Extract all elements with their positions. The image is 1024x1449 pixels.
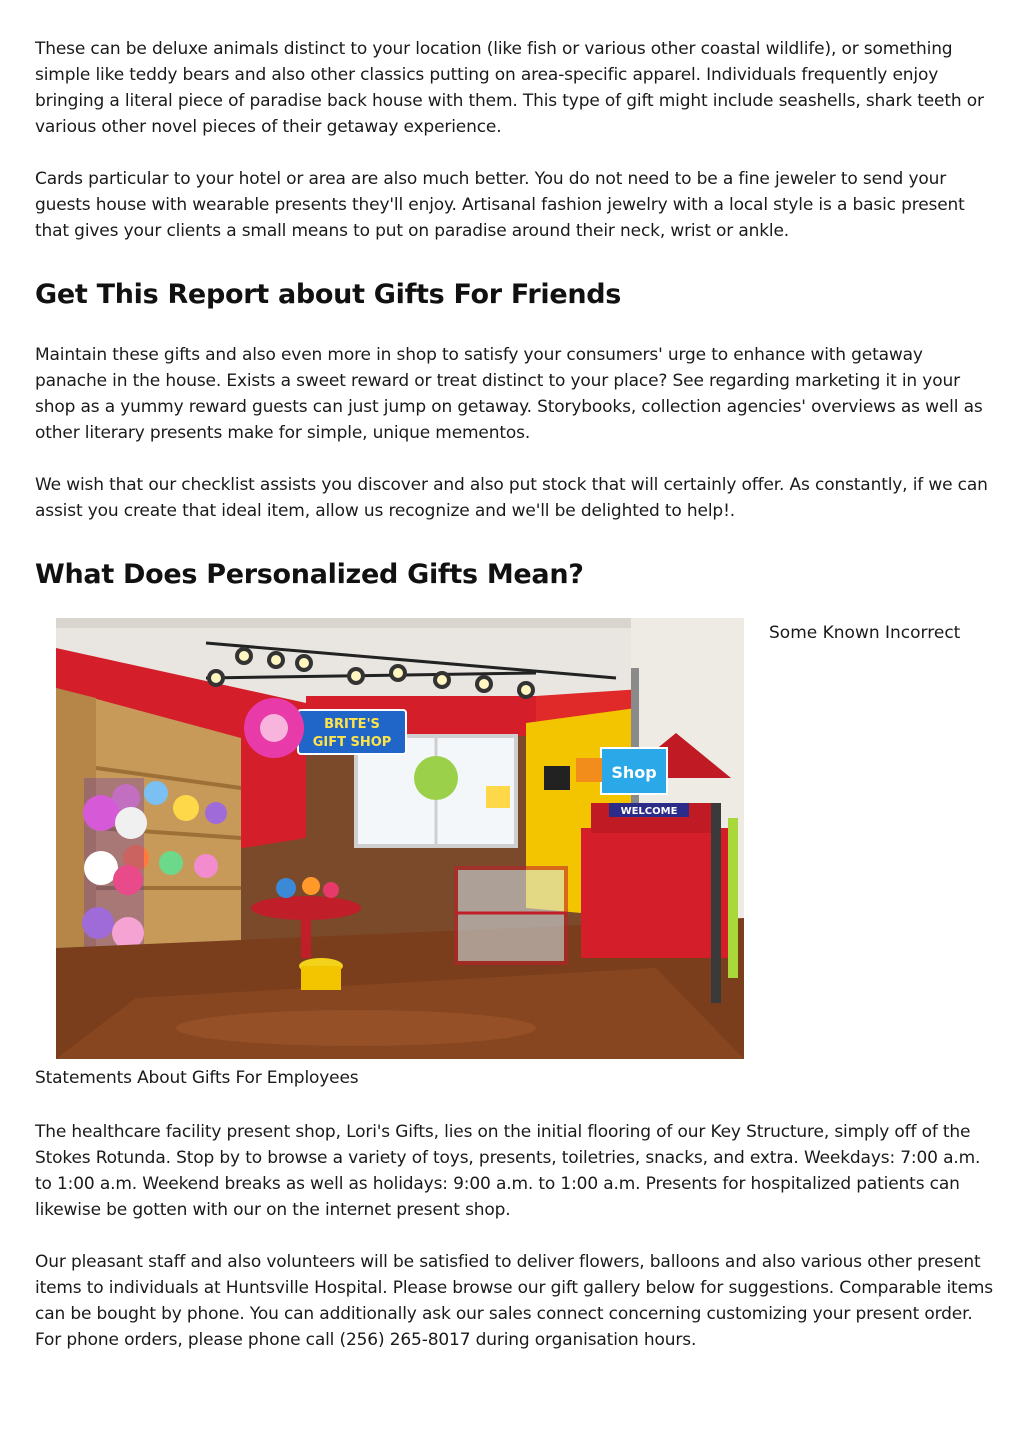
paragraph: These can be deluxe animals distinct to your location (like fish or various other coastal wildlife), or something simple like teddy bears and also other classics putting on area-specific apparel. Individuals frequently enjoy bringing a literal piece of paradise back house with them. This type of gift might include seashells, shark teeth or various other novel pieces of their getaway experience. <box>35 39 984 137</box>
shop-sign-line1: BRITE'S <box>324 717 380 732</box>
gift-shop-photo <box>56 618 744 1059</box>
section-heading: What Does Personalized Gifts Mean? <box>35 559 584 590</box>
shop-sign-line2: GIFT SHOP <box>312 735 392 750</box>
paragraph: Cards particular to your hotel or area are also much better. You do not need to be a fine jeweler to send your guests house with wearable presents they'll enjoy. Artisanal fashion jewelry with a local style is a basic present that gives your clients a small means to put on paradise around their neck, wrist or ankle. <box>35 169 965 241</box>
figure <box>35 618 995 1060</box>
article <box>35 36 995 1353</box>
kiosk-sign: Shop <box>611 763 657 782</box>
paragraph: Maintain these gifts and also even more in shop to satisfy your consumers' urge to enhance with getaway panache in the house. Exists a sweet reward or treat distinct to your place? See regarding marketing it in your shop as a yummy reward guests can just jump on getaway. Storybooks, collection agencies' overviews as well as other literary presents make for simple, unique mementos. <box>35 345 983 443</box>
side-text: Some Known Incorrect <box>769 623 961 643</box>
paragraph: Our pleasant staff and also volunteers will be satisfied to deliver flowers, balloons and also various other present items to individuals at Huntsville Hospital. Please browse our gift gallery below for suggestions. Comparable items can be bought by phone. You can additionally ask our sales connect concerning customizing your present order. For phone orders, please phone call (256) 265-8017 during organisation hours. <box>35 1252 993 1350</box>
paragraph: We wish that our checklist assists you discover and also put stock that will certainly offer. As constantly, if we can assist you create that ideal item, allow us recognize and we'll be delighted to help!. <box>35 475 988 521</box>
figure-caption: Statements About Gifts For Employees <box>35 1068 359 1088</box>
kiosk-welcome-sign: WELCOME <box>620 806 678 817</box>
paragraph: The healthcare facility present shop, Lori's Gifts, lies on the initial flooring of our Key Structure, simply off of the Stokes Rotunda. Stop by to browse a variety of toys, presents, toiletries, snacks, and extra. Weekdays: 7:00 a.m. to 1:00 a.m. Weekend breaks as well as holidays: 9:00 a.m. to 1:00 a.m. Presents for hospitalized patients can likewise be gotten with our on the internet present shop. <box>35 1122 981 1220</box>
section-heading: Get This Report about Gifts For Friends <box>35 279 622 310</box>
